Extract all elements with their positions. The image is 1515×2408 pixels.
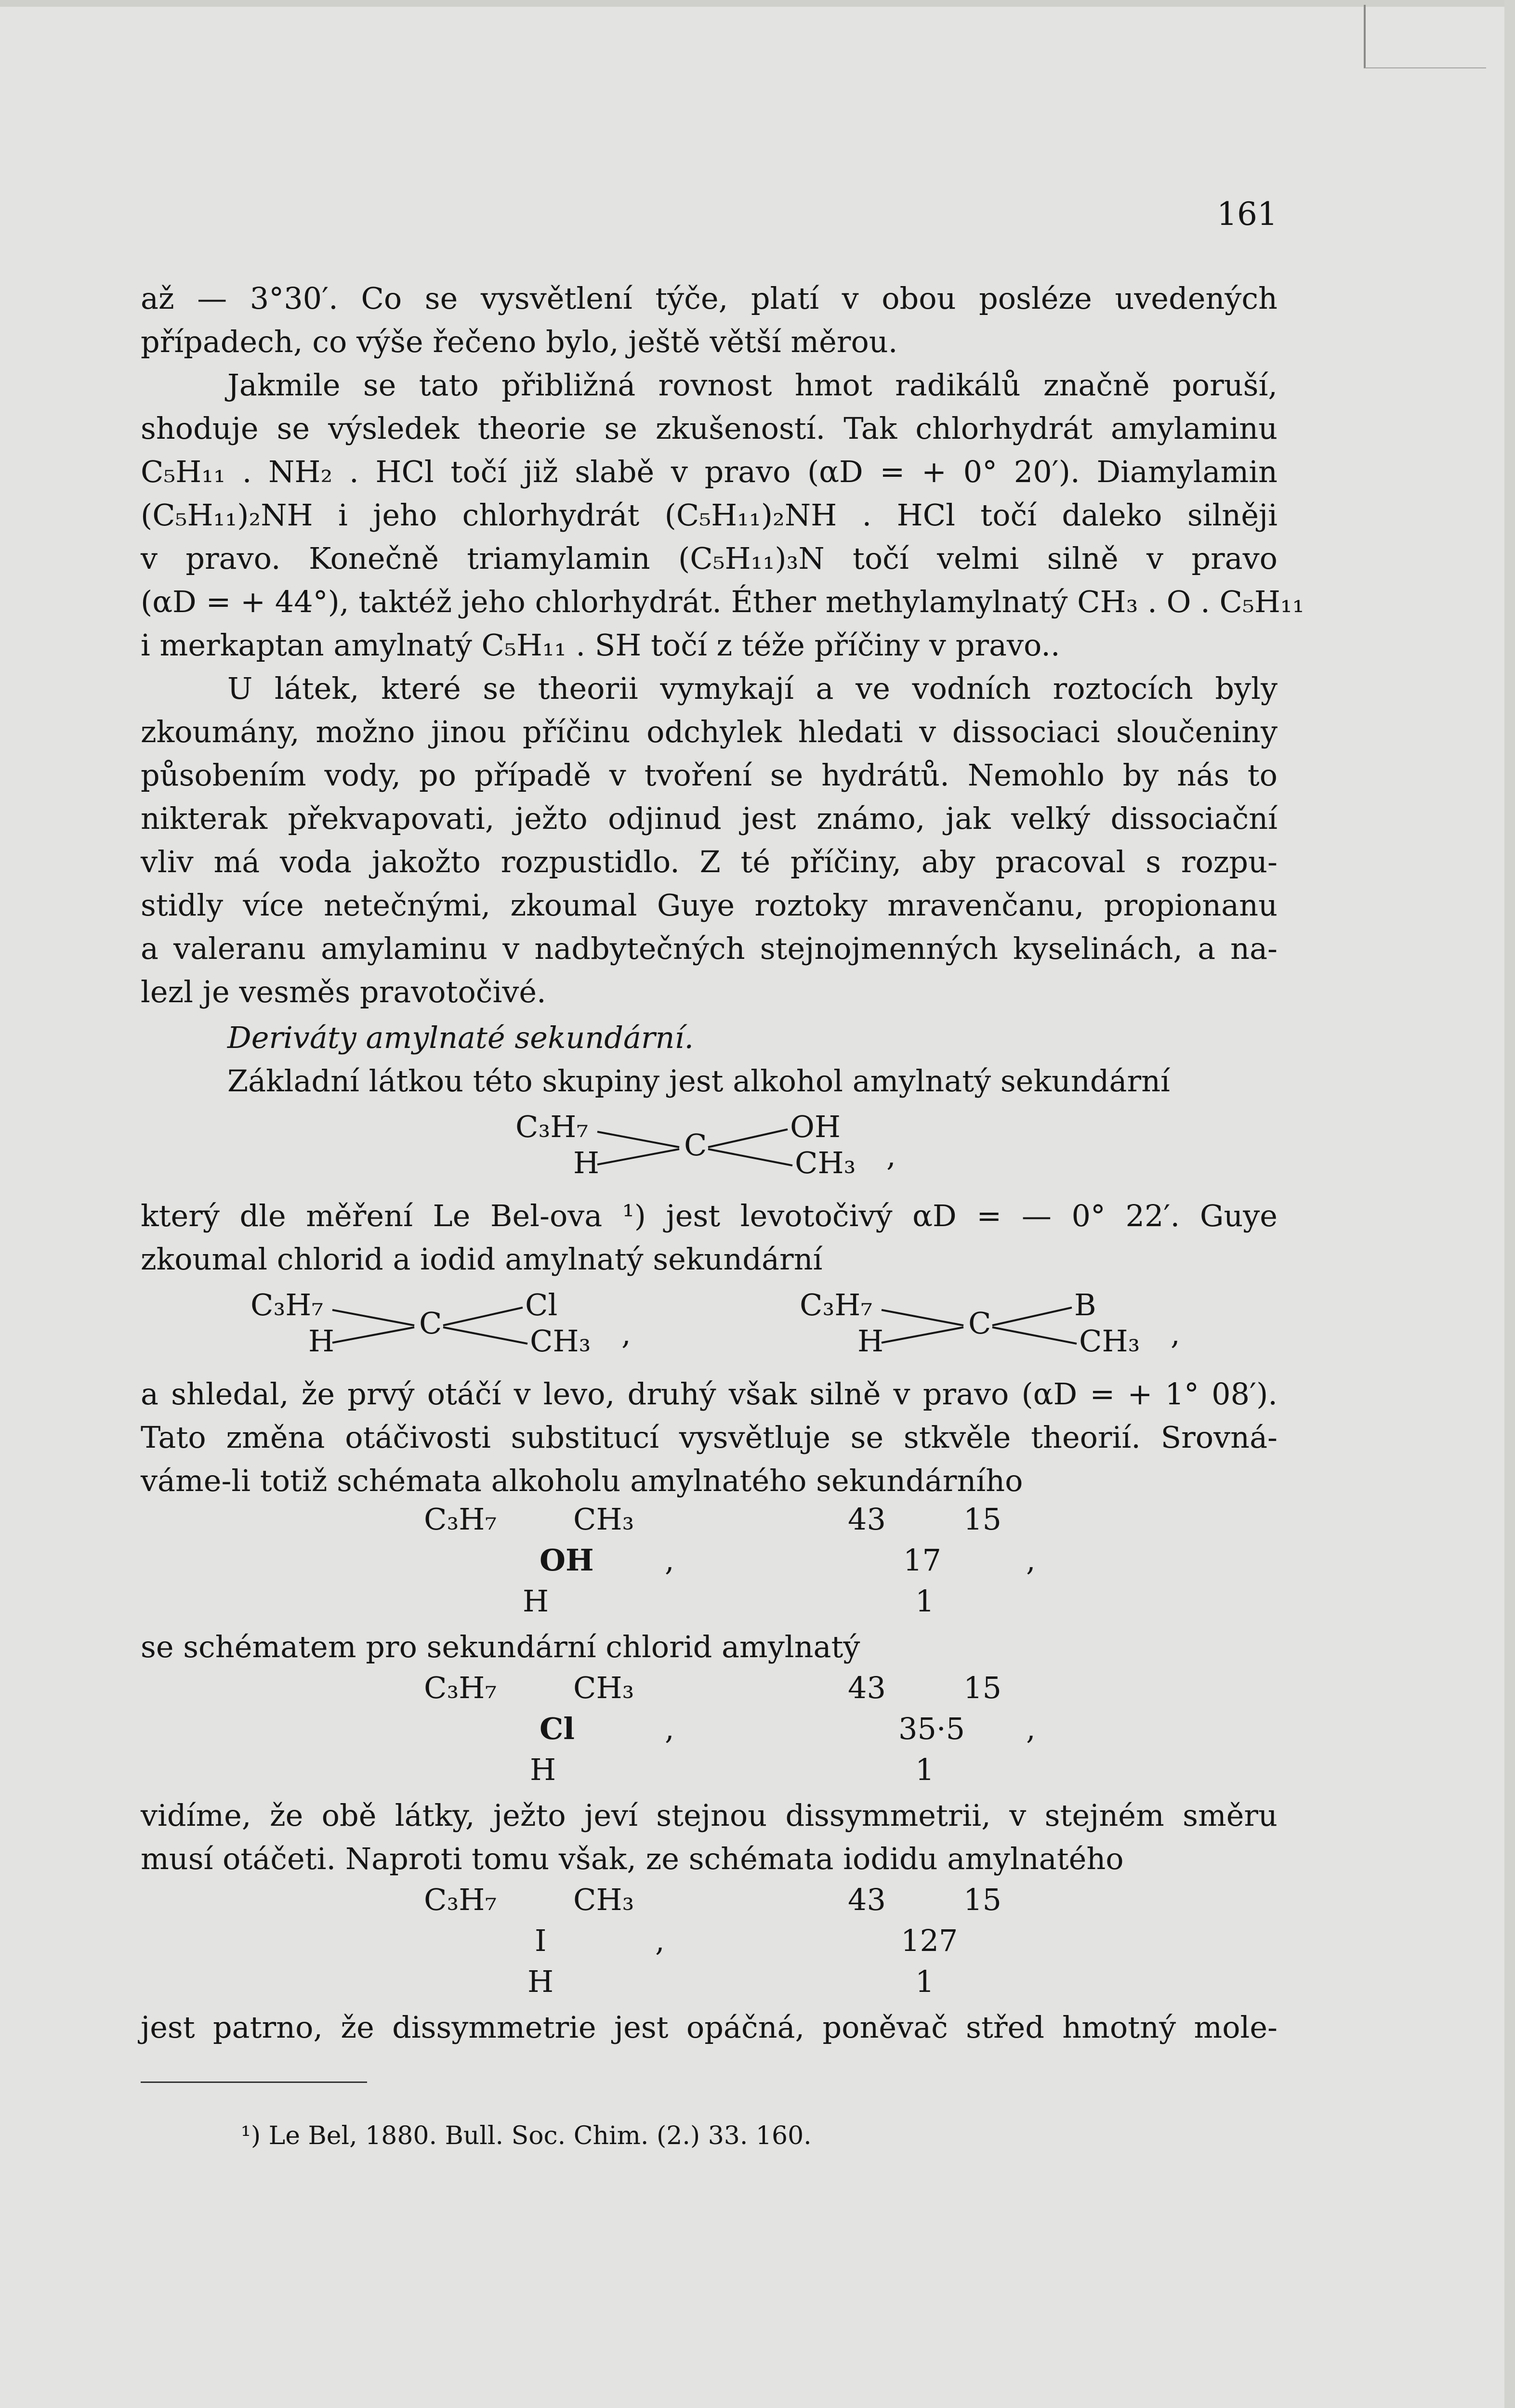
- text-line: a valeranu amylaminu v nadbytečných stejnojmenných kyselinách, a na-: [141, 931, 1278, 966]
- text-line: až — 3°30′. Co se vysvětlení týče, platí v obou posléze uvedených: [141, 281, 1278, 316]
- scheme-x: OH: [540, 1543, 594, 1578]
- scheme-weight: 43: [848, 1502, 886, 1537]
- formula-group: C₃H₇: [250, 1287, 324, 1322]
- scheme-comma: ,: [665, 1711, 674, 1746]
- scheme-weight: 1: [915, 1584, 935, 1619]
- formula-group: OH: [790, 1109, 841, 1144]
- scheme-comma: ,: [1026, 1711, 1036, 1746]
- formula-group: H: [857, 1323, 884, 1359]
- formula-group: Cl: [525, 1287, 558, 1322]
- formula-group: H: [573, 1145, 600, 1180]
- formula-chloride: [246, 1286, 641, 1377]
- footnote-rule: [141, 2081, 367, 2083]
- text-line: Jakmile se tato přibližná rovnost hmot radikálů značně poruší,: [227, 367, 1278, 403]
- scheme-h: H: [523, 1584, 549, 1619]
- formula-group: CH₃: [1079, 1323, 1140, 1359]
- text-line: Základní látkou této skupiny jest alkohol amylnatý sekundární: [227, 1063, 1170, 1099]
- text-line: (αD = + 44°), taktéž jeho chlorhydrát. Éther methylamylnatý CH₃ . O . C₅H₁₁: [141, 584, 1304, 619]
- text-line: musí otáčeti. Naproti tomu však, ze schémata iodidu amylnatého: [141, 1841, 1124, 1876]
- scheme-weight: 17: [903, 1543, 941, 1578]
- scheme-r2: CH₃: [573, 1882, 634, 1917]
- formula-comma: ,: [621, 1316, 631, 1351]
- text-line: i merkaptan amylnatý C₅H₁₁ . SH točí z téže příčiny v pravo..: [141, 628, 1060, 663]
- text-line: shoduje se výsledek theorie se zkušeností. Tak chlorhydrát amylaminu: [141, 411, 1278, 446]
- scan-corner-mark: [1364, 5, 1486, 68]
- formula-group: H: [308, 1323, 335, 1359]
- formula-comma: ,: [1171, 1316, 1180, 1351]
- text-line: váme-li totiž schémata alkoholu amylnatého sekundárního: [141, 1463, 1023, 1498]
- text-line: C₅H₁₁ . NH₂ . HCl točí již slabě v pravo (αD = + 0° 20′). Diamylamin: [141, 454, 1278, 489]
- text-line: vidíme, že obě látky, ježto jeví stejnou dissymmetrii, v stejném směru: [141, 1798, 1278, 1833]
- scheme-weight: 15: [963, 1670, 1001, 1705]
- scheme-r1: C₃H₇: [424, 1882, 497, 1917]
- text-line: zkoumány, možno jinou příčinu odchylek hledati v dissociaci sloučeniny: [141, 714, 1278, 749]
- formula-bromide: [795, 1286, 1190, 1377]
- scheme-weight: 1: [915, 1964, 935, 1999]
- text-line: (C₅H₁₁)₂NH i jeho chlorhydrát (C₅H₁₁)₂NH . HCl točí daleko silněji: [141, 497, 1278, 533]
- text-line: vliv má voda jakožto rozpustidlo. Z té příčiny, aby pracoval s rozpu-: [141, 844, 1278, 879]
- scheme-r2: CH₃: [573, 1502, 634, 1537]
- formula-bonds: [795, 1286, 1190, 1377]
- scheme-comma: ,: [655, 1923, 665, 1958]
- scheme-r1: C₃H₇: [424, 1502, 497, 1537]
- page-number: 161: [1217, 196, 1278, 233]
- formula-group: CH₃: [795, 1145, 856, 1180]
- text-line: případech, co výše řečeno bylo, ještě větší měrou.: [141, 324, 898, 359]
- scheme-weight: 127: [901, 1923, 958, 1958]
- text-line: se schématem pro sekundární chlorid amylnatý: [141, 1629, 860, 1664]
- formula-group: C₃H₇: [515, 1109, 589, 1144]
- section-heading: Deriváty amylnaté sekundární.: [227, 1020, 694, 1055]
- scan-edge: [0, 0, 1515, 7]
- scheme-r2: CH₃: [573, 1670, 634, 1705]
- formula-center: C: [968, 1306, 991, 1341]
- text-line: v pravo. Konečně triamylamin (C₅H₁₁)₃N točí velmi silně v pravo: [141, 541, 1278, 576]
- text-line: stidly více netečnými, zkoumal Guye roztoky mravenčanu, propionanu: [141, 888, 1278, 923]
- scheme-h: H: [530, 1752, 556, 1787]
- formula-group: B: [1074, 1287, 1096, 1322]
- footnote: ¹) Le Bel, 1880. Bull. Soc. Chim. (2.) 33. 160.: [241, 2121, 812, 2150]
- scheme-comma: ,: [665, 1543, 674, 1578]
- scan-edge: [1504, 0, 1515, 2408]
- scheme-comma: ,: [1026, 1543, 1036, 1578]
- text-line: zkoumal chlorid a iodid amylnatý sekundární: [141, 1242, 823, 1277]
- text-line: Tato změna otáčivosti substitucí vysvětluje se stkvěle theorií. Srovná-: [141, 1420, 1278, 1455]
- scheme-weight: 15: [963, 1882, 1001, 1917]
- text-line: působením vody, po případě v tvoření se hydrátů. Nemohlo by nás to: [141, 758, 1278, 793]
- scheme-weight: 1: [915, 1752, 935, 1787]
- scheme-x: I: [535, 1923, 547, 1958]
- formula-bonds: [511, 1108, 906, 1199]
- text-line: nikterak překvapovati, ježto odjinud jest známo, jak velký dissociační: [141, 801, 1278, 836]
- formula-group: C₃H₇: [800, 1287, 873, 1322]
- scheme-weight: 43: [848, 1882, 886, 1917]
- formula-alcohol: [511, 1108, 906, 1199]
- formula-bonds: [246, 1286, 641, 1377]
- formula-comma: ,: [886, 1138, 896, 1173]
- formula-center: C: [419, 1306, 442, 1341]
- scheme-weight: 35·5: [898, 1711, 965, 1746]
- text-line: a shledal, že prvý otáčí v levo, druhý však silně v pravo (αD = + 1° 08′).: [141, 1376, 1278, 1412]
- text-line: jest patrno, že dissymmetrie jest opáčná, poněvač střed hmotný mole-: [141, 2010, 1278, 2045]
- scheme-x: Cl: [540, 1711, 575, 1746]
- scheme-weight: 43: [848, 1670, 886, 1705]
- scheme-h: H: [527, 1964, 554, 1999]
- scheme-r1: C₃H₇: [424, 1670, 497, 1705]
- text-line: lezl je vesměs pravotočivé.: [141, 974, 546, 1009]
- text-line: který dle měření Le Bel-ova ¹) jest levotočivý αD = — 0° 22′. Guye: [141, 1198, 1278, 1233]
- text-line: U látek, které se theorii vymykají a ve vodních roztocích byly: [227, 671, 1278, 706]
- formula-center: C: [684, 1127, 707, 1163]
- scheme-weight: 15: [963, 1502, 1001, 1537]
- formula-group: CH₃: [530, 1323, 591, 1359]
